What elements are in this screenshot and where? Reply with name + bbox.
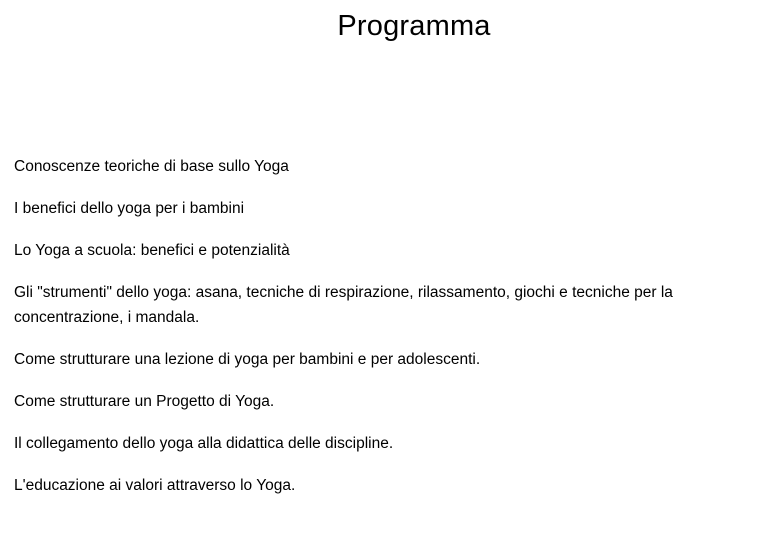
program-item-values: L'educazione ai valori attraverso lo Yoga.: [14, 477, 296, 494]
program-item-lesson-structure: Come strutturare una lezione di yoga per bambini e per adolescenti.: [14, 351, 481, 368]
program-item-children-benefits: I benefici dello yoga per i bambini: [14, 200, 245, 217]
program-list: [14, 154, 754, 515]
program-item-school: Lo Yoga a scuola: benefici e potenzialità: [14, 242, 290, 259]
program-item-didactics: Il collegamento dello yoga alla didattica delle discipline.: [14, 435, 394, 452]
program-item-basics: Conoscenze teoriche di base sullo Yoga: [14, 158, 289, 175]
page-title: Programma: [337, 10, 491, 42]
program-item-tools: Gli "strumenti" dello yoga: asana, tecniche di respirazione, rilassamento, giochi e tecniche per la concentrazione, i mandala.: [14, 284, 673, 326]
program-item-project: Come strutturare un Progetto di Yoga.: [14, 393, 275, 410]
